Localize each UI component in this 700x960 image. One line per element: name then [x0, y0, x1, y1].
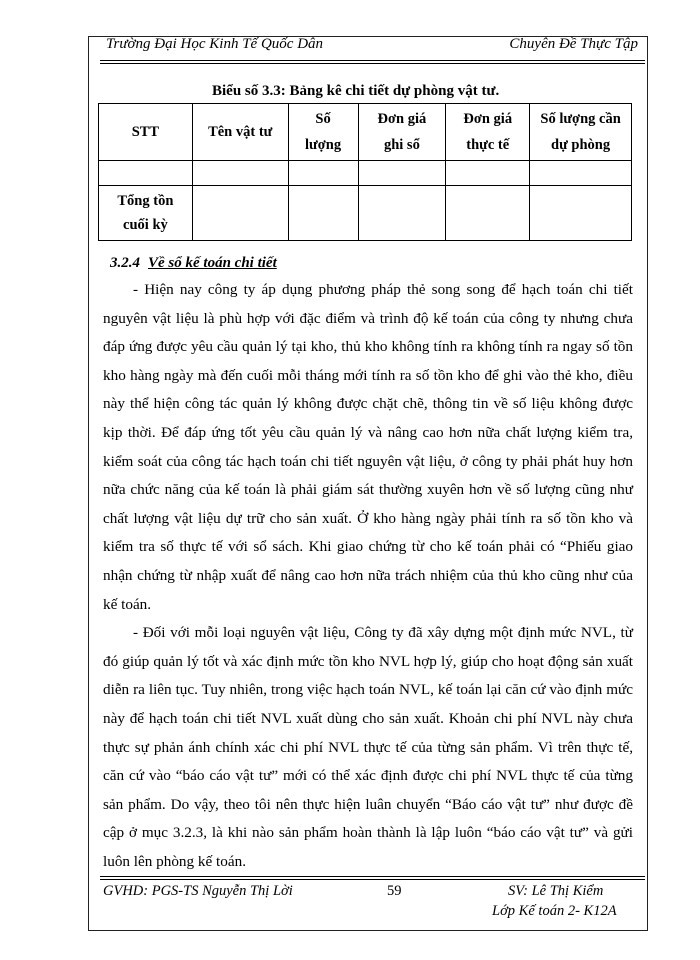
table-caption: Biểu số 3.3: Bảng kê chi tiết dự phòng vật tư. [212, 83, 500, 99]
table-cell [530, 161, 632, 186]
table-cell [99, 161, 193, 186]
total-label: Tổng tồn cuối kỳ [99, 186, 193, 241]
col-header-stt: STT [99, 104, 193, 161]
page-number: 59 [387, 883, 402, 899]
table-cell [288, 161, 358, 186]
table-cell [192, 161, 288, 186]
table-row [99, 161, 632, 186]
table-header-row [99, 104, 632, 161]
col-header-actual-price: Đơn giá thực tế [446, 104, 530, 161]
table-cell [192, 186, 288, 241]
table-cell [288, 186, 358, 241]
header-rule [100, 60, 645, 61]
footer-advisor: GVHD: PGS-TS Nguyễn Thị Lời [103, 883, 293, 899]
table-total-row [99, 186, 632, 241]
header-rule-2 [100, 63, 645, 64]
section-number: 3.2.4 [110, 255, 140, 271]
paragraph: - Đối với mỗi loại nguyên vật liệu, Công ty đã xây dựng một định mức NVL, từ đó giúp quản lý tốt và xác định mức tồn kho NVL hợp lý, giúp cho hoạt động sản xuất diễn ra liên tục. Tuy nhiên, trong việc hạch toán NVL, kế toán lại căn cứ vào định mức này để hạch toán chi tiết NVL xuất dùng cho sản xuất. Khoản chi phí NVL này chưa thực sự phản ánh chính xác chi phí NVL thực tế của từng sản phẩm. Vì trên thực tế, căn cứ vào “báo cáo vật tư” mới có thể xác định được chi phí NVL thực tế của từng sản phẩm. Do vậy, theo tôi nên thực hiện luân chuyển “Báo cáo vật tư” như được đề cập ở mục 3.2.3, là khi nào sản phẩm hoàn thành là lập luôn “báo cáo vật tư” và gửi luôn lên phòng kế toán. [103, 624, 633, 870]
section-title: Về sổ kế toán chi tiết [148, 255, 277, 271]
table-cell [446, 161, 530, 186]
header-right: Chuyên Đề Thực Tập [509, 36, 638, 52]
table-cell [530, 186, 632, 241]
table-cell [446, 186, 530, 241]
table-cell [358, 161, 446, 186]
footer-rule [100, 876, 645, 877]
col-header-book-price: Đơn giá ghi sổ [358, 104, 446, 161]
footer-student: SV: Lê Thị Kiểm [508, 883, 604, 899]
col-header-provision-qty: Số lượng cần dự phòng [530, 104, 632, 161]
section-heading [110, 255, 277, 272]
provision-table [98, 103, 632, 241]
paragraph: - Hiện nay công ty áp dụng phương pháp thẻ song song để hạch toán chi tiết nguyên vật liệu là phù hợp với đặc điểm và trình độ kế toán của công ty nhưng chưa đáp ứng được yêu cầu quản lý tại kho, thủ kho không tính ra không tính ra ngay số tồn kho hàng ngày mà đến cuối mỗi tháng mới tính ra số tồn kho để ghi vào thẻ kho, điều này thể hiện công tác quản lý không được chặt chẽ, thông tin về số liệu không được kịp thời. Để đáp ứng tốt yêu cầu quản lý và nâng cao hơn nữa chất lượng kiểm tra, kiểm soát của công tác hạch toán chi tiết nguyên vật liệu, ở công ty phải phát huy hơn nữa chức năng của kế toán là phải giám sát thường xuyên hơn về số lượng cũng như chất lượng vật liệu dự trữ cho sản xuất. Ở kho hàng ngày phải tính ra số tồn kho và kiểm tra số thực tế với sổ sách. Khi giao chứng từ cho kế toán phải có “Phiếu giao nhận chứng từ nhập xuất để nâng cao hơn nữa trách nhiệm của thủ kho cũng như của kế toán. [103, 281, 633, 613]
col-header-quantity: Số lượng [288, 104, 358, 161]
footer-class: Lớp Kế toán 2- K12A [492, 903, 617, 919]
body-text [103, 276, 633, 876]
table-cell [358, 186, 446, 241]
footer-rule-2 [100, 879, 645, 880]
col-header-name: Tên vật tư [192, 104, 288, 161]
header-left: Trường Đại Học Kinh Tế Quốc Dân [106, 36, 324, 52]
